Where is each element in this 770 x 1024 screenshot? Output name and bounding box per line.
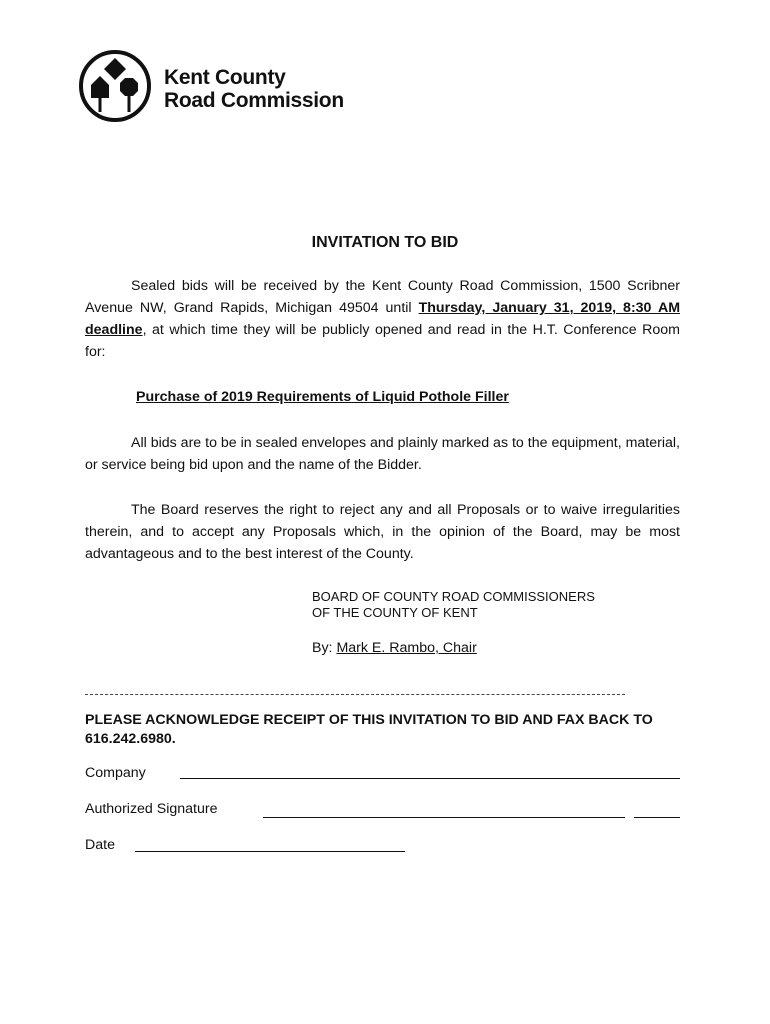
org-name-line2: Road Commission xyxy=(164,89,344,112)
board-line2: OF THE COUNTY OF KENT xyxy=(312,605,478,620)
board-rights-paragraph: The Board reserves the right to reject any and all Proposals or to waive irregularities therein, and to accept any Proposals which, in the opinion of the Board, may be most advantageous and to the best interest of the County. xyxy=(85,502,680,562)
bid-item-title: Purchase of 2019 Requirements of Liquid Pothole Filler xyxy=(136,389,509,405)
date-field[interactable] xyxy=(135,851,405,852)
acknowledge-instruction: PLEASE ACKNOWLEDGE RECEIPT OF THIS INVITATION TO BID AND FAX BACK TO 616.242.6980. xyxy=(85,712,653,747)
org-name-line1: Kent County xyxy=(164,66,286,89)
intro-paragraph xyxy=(85,275,680,363)
org-logo xyxy=(78,48,378,128)
document-title: INVITATION TO BID xyxy=(311,234,459,251)
by-label: By: xyxy=(312,640,333,656)
road-commission-logo-icon xyxy=(78,48,152,124)
signed-by xyxy=(312,640,477,656)
org-name xyxy=(164,66,344,112)
cut-line-divider xyxy=(85,694,625,695)
authorized-signature-field[interactable] xyxy=(263,817,625,818)
bid-deadline: Thursday, January 31, 2019, 8:30 AM deadline xyxy=(85,300,681,338)
intro-text-start: Sealed bids will be received by the Kent County Road Commission, 1500 Scribner Avenue NW, Grand Rapids, Michigan 49504 until xyxy=(85,278,680,316)
company-label: Company xyxy=(85,765,146,781)
date-label: Date xyxy=(85,837,115,853)
authorized-signature-label: Authorized Signature xyxy=(85,801,218,817)
company-field[interactable] xyxy=(180,778,680,779)
board-signature-block xyxy=(312,589,595,621)
signer-name: Mark E. Rambo, Chair xyxy=(336,640,477,656)
envelope-paragraph: All bids are to be in sealed envelopes and plainly marked as to the equipment, material, or service being bid upon and the name of the Bidder. xyxy=(85,435,680,473)
authorized-signature-field-extension[interactable] xyxy=(634,817,680,818)
board-line1: BOARD OF COUNTY ROAD COMMISSIONERS xyxy=(312,589,595,604)
intro-text-end: , at which time they will be publicly opened and read in the H.T. Conference Room for: xyxy=(85,322,680,360)
